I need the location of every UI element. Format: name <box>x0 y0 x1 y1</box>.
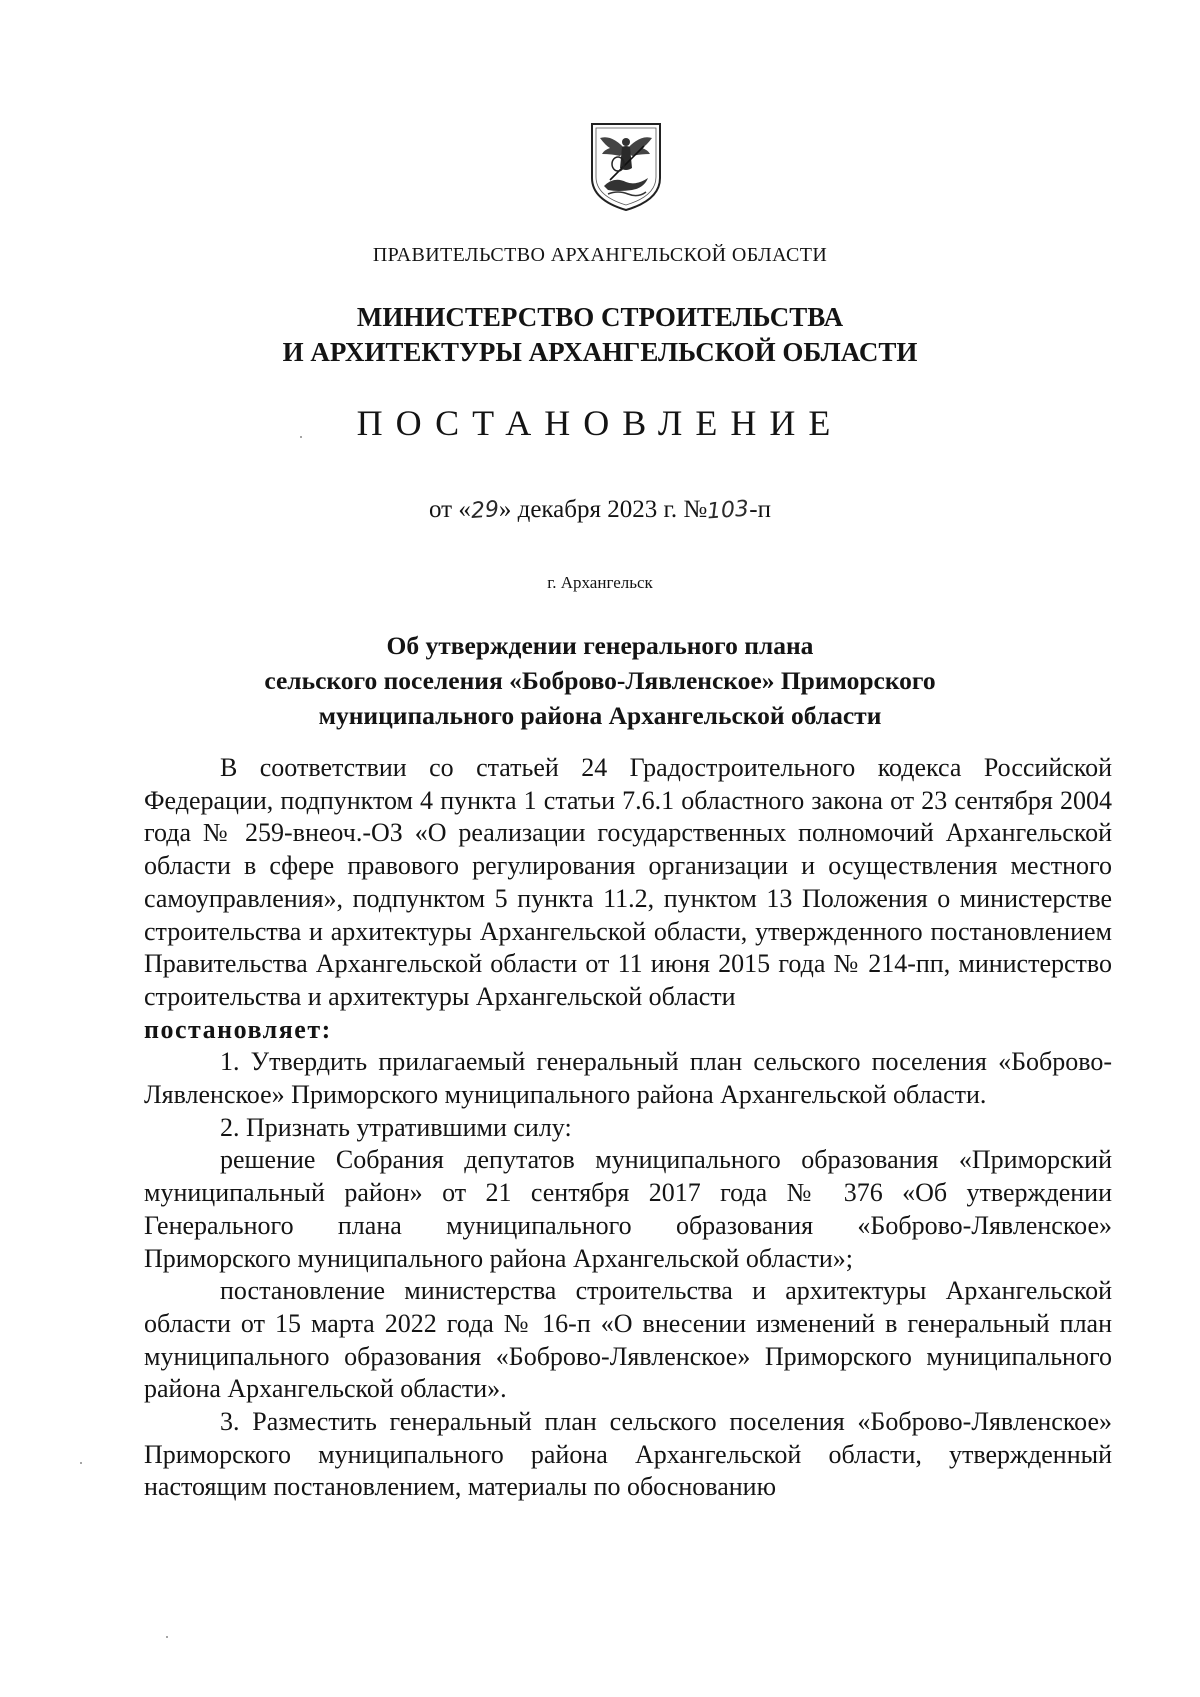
item-2b-paragraph: постановление министерства строительства и архитектуры Архангельской области от 15 марта 2022 года № 16-п «О внесении изменений в генеральный план муниципального образования «Боброво-Лявленское» Приморского муниципального района Архангельской области». <box>144 1276 1112 1404</box>
document-body <box>144 752 1112 1504</box>
document-subject <box>0 628 1200 733</box>
ministry-name-line-1: МИНИСТЕРСТВО СТРОИТЕЛЬСТВА <box>356 302 844 332</box>
ministry-name-line-2: И АРХИТЕКТУРЫ АРХАНГЕЛЬСКОЙ ОБЛАСТИ <box>282 337 918 367</box>
scan-speck <box>166 1636 168 1638</box>
item-2-paragraph: 2. Признать утратившими силу: <box>220 1112 572 1142</box>
government-name: ПРАВИТЕЛЬСТВО АРХАНГЕЛЬСКОЙ ОБЛАСТИ <box>372 244 828 266</box>
ministry-name <box>0 300 1200 370</box>
city-name: г. Архангельск <box>547 573 653 592</box>
date-middle: » декабря 2023 г. № <box>498 496 708 523</box>
subject-line-2: сельского поселения «Боброво-Лявленское» Приморского <box>264 666 936 695</box>
number-suffix: -п <box>749 496 771 523</box>
document-type-title: ПОСТАНОВЛЕНИЕ <box>356 403 844 443</box>
subject-line-3: муниципального района Архангельской области <box>318 701 882 730</box>
date-prefix: от « <box>428 496 471 523</box>
handwritten-day: 29 <box>470 497 500 524</box>
handwritten-doc-number: 103 <box>706 496 751 525</box>
coat-of-arms-icon <box>588 120 664 214</box>
subject-line-1: Об утверждении генерального плана <box>386 631 814 660</box>
item-2a-paragraph: решение Собрания депутатов муниципального образования «Приморский муниципальный район» от 21 сентября 2017 года № 376 «Об утверждении Генерального плана муниципального образования «Боброво-Лявленское» Приморского муниципального района Архангельской области»; <box>144 1145 1112 1273</box>
decree-word: постановляет: <box>144 1014 332 1044</box>
decree-word-paragraph <box>144 1014 1112 1047</box>
scan-speck <box>300 436 302 438</box>
item-3-paragraph: 3. Разместить генеральный план сельского поселения «Боброво-Лявленское» Приморского муниципального района Архангельской области, утвержденный настоящим постановлением, материалы по обоснованию <box>144 1407 1112 1502</box>
date-and-number-line <box>0 496 1200 524</box>
scan-speck <box>80 1462 82 1464</box>
item-1-paragraph: 1. Утвердить прилагаемый генеральный план сельского поселения «Боброво-Лявленское» Приморского муниципального района Архангельской области. <box>144 1047 1112 1110</box>
preamble-paragraph: В соответствии со статьей 24 Градостроительного кодекса Российской Федерации, подпунктом 4 пункта 1 статьи 7.6.1 областного закона от 23 сентября 2004 года № 259-внеоч.-ОЗ «О реализации государственных полномочий Архангельской области в сфере правового регулирования организации и осуществления местного самоуправления», подпунктом 5 пункта 11.2, пунктом 13 Положения о министерстве строительства и архитектуры Архангельской области, утвержденного постановлением Правительства Архангельской области от 11 июня 2015 года № 214-пп, министерство строительства и архитектуры Архангельской области <box>144 753 1112 1011</box>
